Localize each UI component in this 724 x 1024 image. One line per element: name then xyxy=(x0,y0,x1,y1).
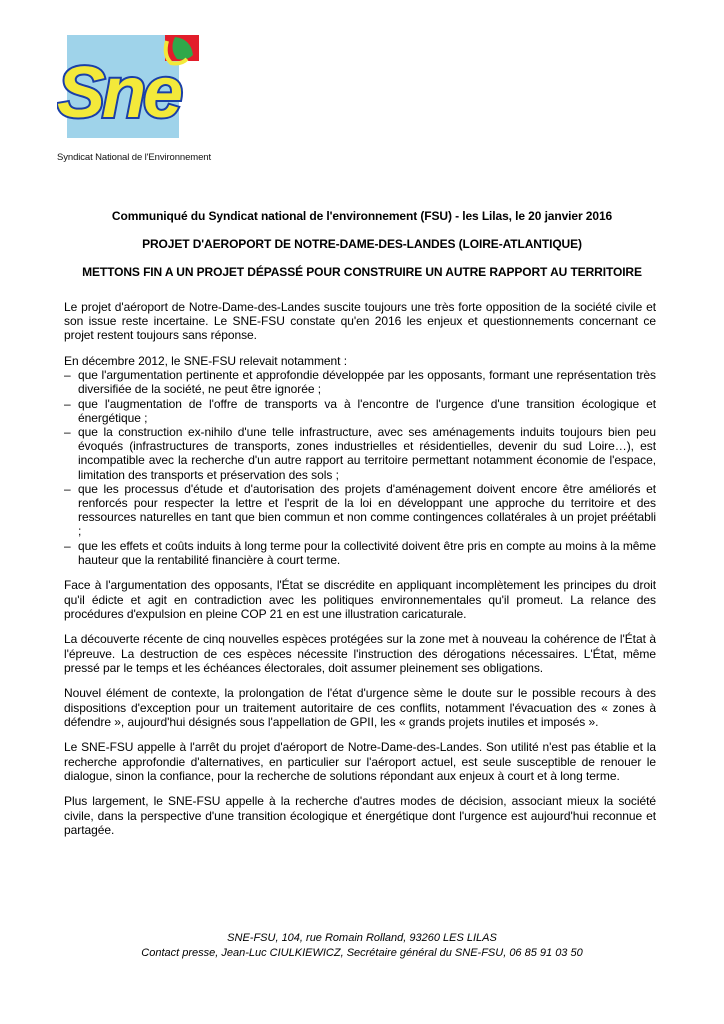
press-release-body xyxy=(64,300,656,848)
paragraph-call-to-stop: Le SNE-FSU appelle à l'arrêt du projet d'aéroport de Notre-Dame-des-Landes. Son utilité n'est pas établie et la recherche approfondie d'alternatives, en particulier sur l'aéroport actuel, est seule susceptible de renouer le dialogue, sinon la confiance, pour la recherche de solutions répondant aux enjeux à court et à long terme. xyxy=(64,740,656,783)
dash-marker: – xyxy=(64,538,71,553)
logo-word: Sne xyxy=(57,53,181,133)
paragraph-emergency: Nouvel élément de contexte, la prolongation de l'état d'urgence sème le doute sur le possible recours à des dispositions d'exception pour un traitement autoritaire de ces conflits, notamment l'évacuation des « zones à défendre », aujourd'hui désignés sous l'appellation de GPII, les « grands projets inutiles et imposés ». xyxy=(64,686,656,729)
sne-logo xyxy=(57,35,211,165)
list-item: – que l'augmentation de l'offre de transports va à l'encontre de l'urgence d'une transition écologique et énergétique ; xyxy=(64,396,656,425)
dash-marker: – xyxy=(64,396,71,411)
concerns-list xyxy=(64,368,656,567)
logo-caption: Syndicat National de l'Environnement xyxy=(57,152,211,163)
sne-logo-graphic xyxy=(57,35,207,153)
paragraph-state: Face à l'argumentation des opposants, l'État se discrédite en appliquant incomplètement les principes du droit qu'il édicte et agit en contradiction avec les politiques environnementales qu'il promeut. La relance des procédures d'expulsion en pleine COP 21 en est une illustration caricaturale. xyxy=(64,578,656,621)
project-title: PROJET D'AEROPORT DE NOTRE-DAME-DES-LANDES (LOIRE-ATLANTIQUE) xyxy=(142,237,582,251)
dash-marker: – xyxy=(64,425,71,440)
paragraph-2012-lead: En décembre 2012, le SNE-FSU relevait notamment : xyxy=(64,354,348,368)
list-item: – que les effets et coûts induits à long terme pour la collectivité doivent être pris en compte au moins à la même hauteur que la rentabilité financière à court terme. xyxy=(64,538,656,567)
footer-contact: Contact presse, Jean-Luc CIULKIEWICZ, Secrétaire général du SNE-FSU, 06 85 91 03 50 xyxy=(141,947,583,959)
list-item: – que l'argumentation pertinente et approfondie développée par les opposants, formant une représentation très diversifiée de la société, ne peut être ignorée ; xyxy=(64,368,656,397)
footer-address: SNE-FSU, 104, rue Romain Rolland, 93260 LES LILAS xyxy=(227,932,497,944)
communique-title: Communiqué du Syndicat national de l'environnement (FSU) - les Lilas, le 20 janvier 2016 xyxy=(111,209,613,223)
paragraph-species: La découverte récente de cinq nouvelles espèces protégées sur la zone met à nouveau la cohérence de l'État à l'épreuve. La destruction de ces espèces nécessite l'instruction des dérogations nécessaires. L'État, même pressé par le temps et les échéances électorales, doit assumer pleinement ses obligations. xyxy=(64,632,656,675)
list-item: – que les processus d'étude et d'autorisation des projets d'aménagement doivent encore être améliorés et renforcés pour respecter la lettre et l'esprit de la loi en développant une approche du territoire et des ressources naturelles en tant que bien commun et non comme contingences collatérales à un projet préétabli ; xyxy=(64,481,656,539)
headline: METTONS FIN A UN PROJET DÉPASSÉ POUR CONSTRUIRE UN AUTRE RAPPORT AU TERRITOIRE xyxy=(82,265,642,279)
dash-marker: – xyxy=(64,481,71,496)
paragraph-conclusion: Plus largement, le SNE-FSU appelle à la recherche d'autres modes de décision, associant mieux la société civile, dans la perspective d'une transition écologique et énergétique dont l'urgence est aujourd'hui reconnue et partagée. xyxy=(64,794,656,837)
list-item: – que la construction ex-nihilo d'une telle infrastructure, avec ses aménagements induits toujours bien peu évoqués (infrastructures de transports, zones industrielles et résidentielles, devenir du sud Loire…), est incompatible avec la recherche d'un autre rapport au territoire permettant notamment économie de l'espace, limitation des transports et préservation des sols ; xyxy=(64,425,656,482)
dash-marker: – xyxy=(64,368,71,383)
paragraph-intro: Le projet d'aéroport de Notre-Dame-des-Landes suscite toujours une très forte opposition de la société civile et son issue reste incertaine. Le SNE-FSU constate qu'en 2016 les enjeux et questionnements concernant ce projet restent toujours sans réponse. xyxy=(64,300,656,343)
